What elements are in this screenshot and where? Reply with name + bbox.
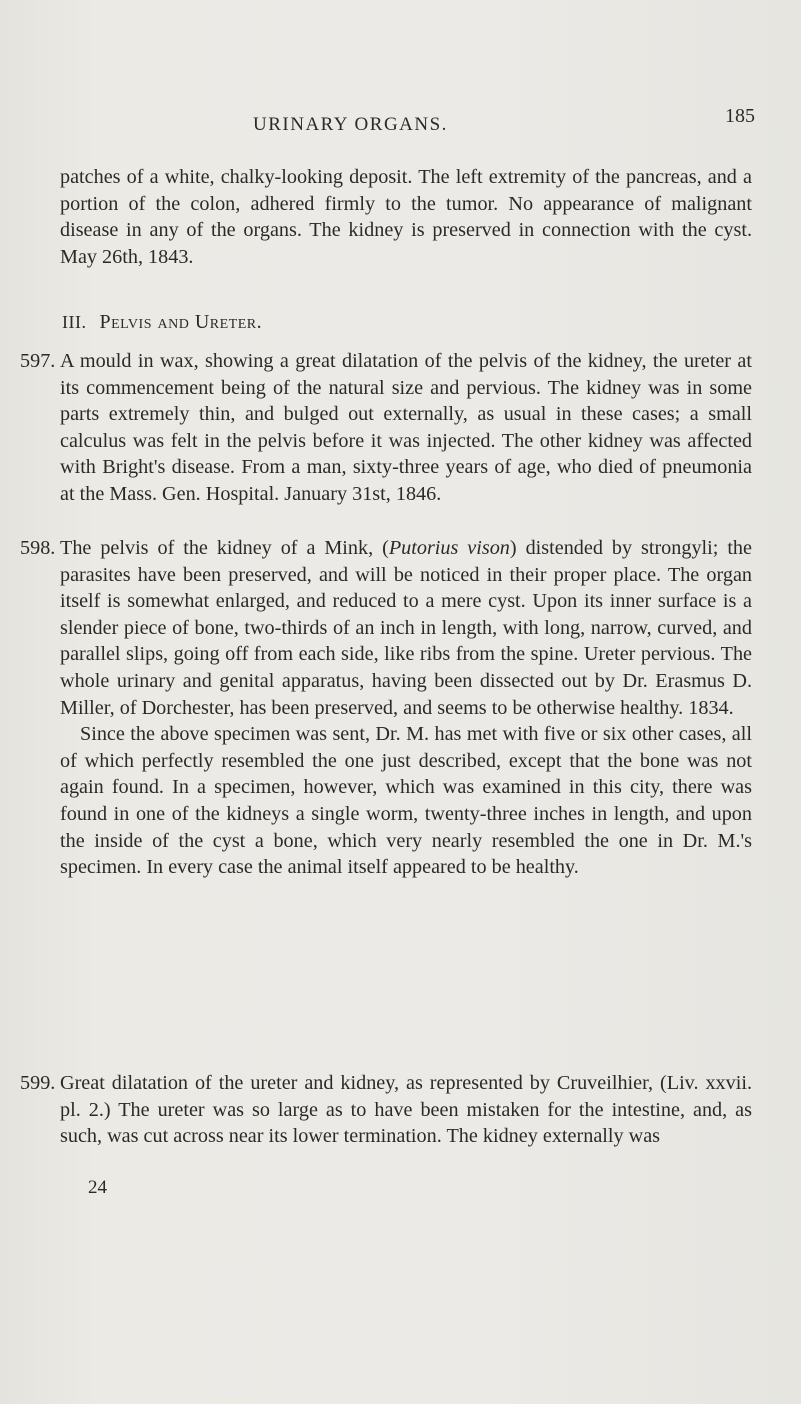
catalogue-entry-597 [20,348,752,508]
section-numeral: III. [62,312,87,332]
entry-text-rest: ) distended by strongyli; the parasites have been preserved, and will be noticed in their proper place. The organ itself is somewhat enlarged, and reduced to a mere cyst. Upon its inner surface is a slender piece of bone, two-thirds of an inch in length, with long, narrow, curved, and parallel slips, going off from each side, like ribs from the spine. Ureter pervious. The whole urinary and genital apparatus, having been dissected out by Dr. Erasmus D. Miller, of Dorchester, has been preserved, and seems to be otherwise healthy. 1834. [60,537,752,719]
page-number: 185 [725,105,755,127]
catalogue-entry-598 [20,535,752,881]
intro-paragraph: patches of a white, chalky-looking deposit. The left extremity of the pancreas, and a portion of the colon, adhered firmly to the tumor. No appearance of malignant disease in any of the organs. The kidney is preserved in connection with the cyst. May 26th, 1843. [60,166,752,268]
entry-text-start: The pelvis of the kidney of a Mink, ( [60,537,389,559]
entry-text: A mould in wax, showing a great dilatation of the pelvis of the kidney, the ureter at its commencement being of the natural size and pervious. The kidney was in some parts extremely thin, and bulged out externally, as usual in these cases; a small calculus was felt in the pelvis before it was injected. The other kidney was affected with Bright's disease. From a man, sixty-three years of age, who died of pneumonia at the Mass. Gen. Hospital. January 31st, 1846. [60,350,752,505]
entry-number: 599. [20,1072,56,1094]
running-head: URINARY ORGANS. [253,114,448,135]
entry-note: Since the above specimen was sent, Dr. M. has met with five or six other cases, all of which perfectly resembled the one just described, except that the bone was not again found. In a specimen, however, which was examined in this city, there was found in one of the kidneys a single worm, twenty-three inches in length, and upon the inside of the cyst a bone, which very nearly resembled the one in Dr. M.'s specimen. In every case the animal itself appeared to be healthy. [60,723,752,879]
entry-number: 598. [20,537,56,559]
section-heading [62,311,262,334]
section-title: Pelvis and Ureter. [99,311,263,333]
entry-number: 597. [20,350,56,372]
signature-mark: 24 [88,1177,107,1198]
species-name: Putorius vison [388,537,510,559]
entry-text: Great dilatation of the ureter and kidney, as represented by Cruveilhier, (Liv. xxvii. pl. 2.) The ureter was so large as to have been mistaken for the intestine, and, as such, was cut across near its lower termination. The kidney externally was [60,1072,752,1148]
catalogue-entry-599 [20,1070,752,1150]
entry-text [60,535,752,721]
